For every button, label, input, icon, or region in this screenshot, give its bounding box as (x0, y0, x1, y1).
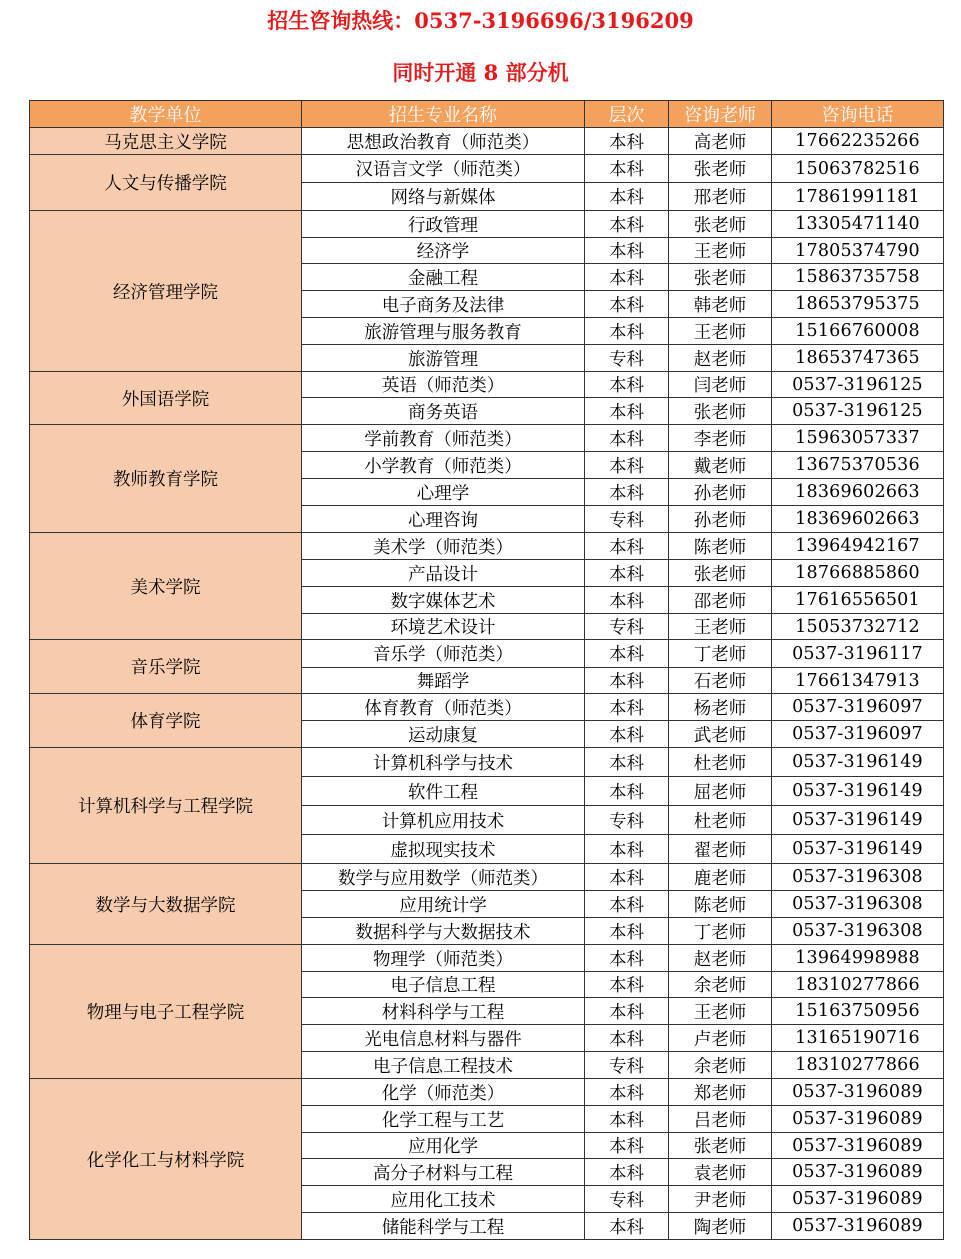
major-cell: 学前教育（师范类） (302, 425, 585, 452)
major-cell: 物理学（师范类） (302, 945, 585, 972)
major-cell: 应用化工技术 (302, 1186, 585, 1213)
table-row (30, 155, 944, 183)
phone-cell: 18766885860 (772, 560, 944, 587)
teacher-cell: 王老师 (669, 998, 772, 1025)
level-cell: 本科 (585, 128, 669, 155)
phone-cell: 0537-3196089 (772, 1186, 944, 1213)
college-cell: 美术学院 (30, 533, 302, 640)
level-cell: 本科 (585, 372, 669, 398)
table-row (30, 128, 944, 155)
table-row (30, 533, 944, 560)
major-cell: 环境艺术设计 (302, 614, 585, 640)
teacher-cell: 张老师 (669, 560, 772, 587)
level-cell: 本科 (585, 211, 669, 238)
major-cell: 应用统计学 (302, 891, 585, 918)
teacher-cell: 王老师 (669, 318, 772, 345)
extensions-subtitle: 同时开通 8 部分机 (392, 60, 569, 85)
hotline-title: 招生咨询热线：0537-3196696/3196209 (267, 8, 694, 33)
phone-cell: 15963057337 (772, 425, 944, 452)
phone-cell: 17661347913 (772, 668, 944, 694)
teacher-cell: 邢老师 (669, 183, 772, 211)
teacher-cell: 王老师 (669, 238, 772, 264)
teacher-cell: 卢老师 (669, 1025, 772, 1052)
level-cell: 本科 (585, 864, 669, 891)
major-cell: 电子商务及法律 (302, 291, 585, 318)
level-cell: 本科 (585, 945, 669, 972)
phone-cell: 0537-3196097 (772, 694, 944, 721)
college-cell: 教师教育学院 (30, 425, 302, 533)
college-cell: 物理与电子工程学院 (30, 945, 302, 1079)
college-cell: 计算机科学与工程学院 (30, 748, 302, 864)
phone-cell: 0537-3196125 (772, 398, 944, 425)
phone-cell: 13964942167 (772, 533, 944, 560)
level-cell: 本科 (585, 777, 669, 806)
level-cell: 本科 (585, 640, 669, 668)
major-cell: 储能科学与工程 (302, 1213, 585, 1240)
phone-cell: 0537-3196089 (772, 1159, 944, 1186)
level-cell: 专科 (585, 345, 669, 372)
major-cell: 体育教育（师范类） (302, 694, 585, 721)
teacher-cell: 张老师 (669, 1133, 772, 1159)
phone-cell: 17616556501 (772, 587, 944, 614)
admissions-table (29, 100, 944, 1240)
teacher-cell: 张老师 (669, 211, 772, 238)
phone-cell: 18369602663 (772, 506, 944, 533)
major-cell: 心理咨询 (302, 506, 585, 533)
teacher-cell: 陈老师 (669, 533, 772, 560)
major-cell: 旅游管理与服务教育 (302, 318, 585, 345)
teacher-cell: 孙老师 (669, 506, 772, 533)
table-row (30, 640, 944, 668)
teacher-cell: 余老师 (669, 972, 772, 998)
teacher-cell: 翟老师 (669, 835, 772, 864)
table-row (30, 1079, 944, 1106)
phone-cell: 13165190716 (772, 1025, 944, 1052)
level-cell: 本科 (585, 291, 669, 318)
major-cell: 音乐学（师范类） (302, 640, 585, 668)
level-cell: 本科 (585, 918, 669, 945)
table-row (30, 372, 944, 398)
level-cell: 本科 (585, 533, 669, 560)
teacher-cell: 武老师 (669, 721, 772, 748)
level-cell: 本科 (585, 891, 669, 918)
major-cell: 小学教育（师范类） (302, 452, 585, 479)
major-cell: 虚拟现实技术 (302, 835, 585, 864)
teacher-cell: 张老师 (669, 398, 772, 425)
level-cell: 本科 (585, 835, 669, 864)
major-cell: 金融工程 (302, 264, 585, 291)
level-cell: 专科 (585, 506, 669, 533)
teacher-cell: 王老师 (669, 614, 772, 640)
level-cell: 本科 (585, 183, 669, 211)
major-cell: 经济学 (302, 238, 585, 264)
major-cell: 数据科学与大数据技术 (302, 918, 585, 945)
phone-cell: 0537-3196308 (772, 891, 944, 918)
college-cell: 音乐学院 (30, 640, 302, 694)
phone-cell: 15163750956 (772, 998, 944, 1025)
college-cell: 经济管理学院 (30, 211, 302, 372)
level-cell: 本科 (585, 1025, 669, 1052)
level-cell: 专科 (585, 1186, 669, 1213)
phone-cell: 18653795375 (772, 291, 944, 318)
level-cell: 本科 (585, 1213, 669, 1240)
teacher-cell: 戴老师 (669, 452, 772, 479)
teacher-cell: 陈老师 (669, 891, 772, 918)
header-college: 教学单位 (30, 101, 302, 128)
table-row (30, 211, 944, 238)
teacher-cell: 郑老师 (669, 1079, 772, 1106)
teacher-cell: 闫老师 (669, 372, 772, 398)
major-cell: 软件工程 (302, 777, 585, 806)
phone-cell: 0537-3196089 (772, 1106, 944, 1133)
teacher-cell: 孙老师 (669, 479, 772, 506)
teacher-cell: 丁老师 (669, 918, 772, 945)
major-cell: 思想政治教育（师范类） (302, 128, 585, 155)
level-cell: 本科 (585, 587, 669, 614)
table-row (30, 864, 944, 891)
level-cell: 本科 (585, 425, 669, 452)
table-body (30, 128, 944, 1240)
teacher-cell: 张老师 (669, 264, 772, 291)
major-cell: 数学与应用数学（师范类） (302, 864, 585, 891)
level-cell: 本科 (585, 238, 669, 264)
phone-cell: 13964998988 (772, 945, 944, 972)
teacher-cell: 石老师 (669, 668, 772, 694)
level-cell: 本科 (585, 998, 669, 1025)
level-cell: 本科 (585, 318, 669, 345)
major-cell: 舞蹈学 (302, 668, 585, 694)
level-cell: 本科 (585, 264, 669, 291)
phone-cell: 0537-3196149 (772, 748, 944, 777)
major-cell: 数字媒体艺术 (302, 587, 585, 614)
major-cell: 化学（师范类） (302, 1079, 585, 1106)
major-cell: 商务英语 (302, 398, 585, 425)
phone-cell: 15166760008 (772, 318, 944, 345)
major-cell: 光电信息材料与器件 (302, 1025, 585, 1052)
phone-cell: 17662235266 (772, 128, 944, 155)
major-cell: 化学工程与工艺 (302, 1106, 585, 1133)
level-cell: 专科 (585, 614, 669, 640)
teacher-cell: 赵老师 (669, 945, 772, 972)
major-cell: 计算机科学与技术 (302, 748, 585, 777)
major-cell: 美术学（师范类） (302, 533, 585, 560)
header-level: 层次 (585, 101, 669, 128)
college-cell: 外国语学院 (30, 372, 302, 425)
level-cell: 本科 (585, 1079, 669, 1106)
phone-cell: 18653747365 (772, 345, 944, 372)
college-cell: 数学与大数据学院 (30, 864, 302, 945)
table-row (30, 425, 944, 452)
phone-cell: 0537-3196089 (772, 1213, 944, 1240)
phone-cell: 13305471140 (772, 211, 944, 238)
teacher-cell: 袁老师 (669, 1159, 772, 1186)
major-cell: 英语（师范类） (302, 372, 585, 398)
teacher-cell: 杨老师 (669, 694, 772, 721)
teacher-cell: 邵老师 (669, 587, 772, 614)
teacher-cell: 杜老师 (669, 806, 772, 835)
phone-cell: 18310277866 (772, 972, 944, 998)
level-cell: 专科 (585, 1052, 669, 1079)
major-cell: 电子信息工程 (302, 972, 585, 998)
phone-cell: 18310277866 (772, 1052, 944, 1079)
level-cell: 本科 (585, 668, 669, 694)
header-teacher: 咨询老师 (669, 101, 772, 128)
college-cell: 体育学院 (30, 694, 302, 748)
level-cell: 本科 (585, 748, 669, 777)
level-cell: 专科 (585, 806, 669, 835)
college-cell: 人文与传播学院 (30, 155, 302, 211)
major-cell: 运动康复 (302, 721, 585, 748)
phone-cell: 0537-3196308 (772, 864, 944, 891)
level-cell: 本科 (585, 479, 669, 506)
major-cell: 电子信息工程技术 (302, 1052, 585, 1079)
table-header-row (30, 101, 944, 128)
phone-cell: 0537-3196149 (772, 777, 944, 806)
level-cell: 本科 (585, 1106, 669, 1133)
major-cell: 产品设计 (302, 560, 585, 587)
teacher-cell: 张老师 (669, 155, 772, 183)
table-row (30, 748, 944, 777)
teacher-cell: 赵老师 (669, 345, 772, 372)
major-cell: 行政管理 (302, 211, 585, 238)
teacher-cell: 吕老师 (669, 1106, 772, 1133)
teacher-cell: 屈老师 (669, 777, 772, 806)
level-cell: 本科 (585, 972, 669, 998)
level-cell: 本科 (585, 1159, 669, 1186)
phone-cell: 0537-3196308 (772, 918, 944, 945)
college-cell: 化学化工与材料学院 (30, 1079, 302, 1240)
phone-cell: 15053732712 (772, 614, 944, 640)
table-row (30, 945, 944, 972)
major-cell: 心理学 (302, 479, 585, 506)
level-cell: 本科 (585, 721, 669, 748)
teacher-cell: 高老师 (669, 128, 772, 155)
phone-cell: 0537-3196149 (772, 835, 944, 864)
phone-cell: 0537-3196097 (772, 721, 944, 748)
phone-cell: 15863735758 (772, 264, 944, 291)
major-cell: 旅游管理 (302, 345, 585, 372)
phone-cell: 17805374790 (772, 238, 944, 264)
teacher-cell: 李老师 (669, 425, 772, 452)
level-cell: 本科 (585, 398, 669, 425)
teacher-cell: 鹿老师 (669, 864, 772, 891)
phone-cell: 0537-3196117 (772, 640, 944, 668)
major-cell: 高分子材料与工程 (302, 1159, 585, 1186)
header-phone: 咨询电话 (772, 101, 944, 128)
phone-cell: 0537-3196089 (772, 1133, 944, 1159)
level-cell: 本科 (585, 694, 669, 721)
major-cell: 应用化学 (302, 1133, 585, 1159)
phone-cell: 0537-3196149 (772, 806, 944, 835)
level-cell: 本科 (585, 155, 669, 183)
phone-cell: 17861991181 (772, 183, 944, 211)
phone-cell: 0537-3196125 (772, 372, 944, 398)
major-cell: 材料科学与工程 (302, 998, 585, 1025)
phone-cell: 0537-3196089 (772, 1079, 944, 1106)
level-cell: 本科 (585, 1133, 669, 1159)
table-row (30, 694, 944, 721)
major-cell: 汉语言文学（师范类） (302, 155, 585, 183)
phone-cell: 13675370536 (772, 452, 944, 479)
phone-cell: 15063782516 (772, 155, 944, 183)
phone-cell: 18369602663 (772, 479, 944, 506)
teacher-cell: 丁老师 (669, 640, 772, 668)
major-cell: 计算机应用技术 (302, 806, 585, 835)
level-cell: 本科 (585, 452, 669, 479)
teacher-cell: 韩老师 (669, 291, 772, 318)
college-cell: 马克思主义学院 (30, 128, 302, 155)
teacher-cell: 余老师 (669, 1052, 772, 1079)
major-cell: 网络与新媒体 (302, 183, 585, 211)
teacher-cell: 尹老师 (669, 1186, 772, 1213)
teacher-cell: 陶老师 (669, 1213, 772, 1240)
teacher-cell: 杜老师 (669, 748, 772, 777)
level-cell: 本科 (585, 560, 669, 587)
header-major: 招生专业名称 (302, 101, 585, 128)
